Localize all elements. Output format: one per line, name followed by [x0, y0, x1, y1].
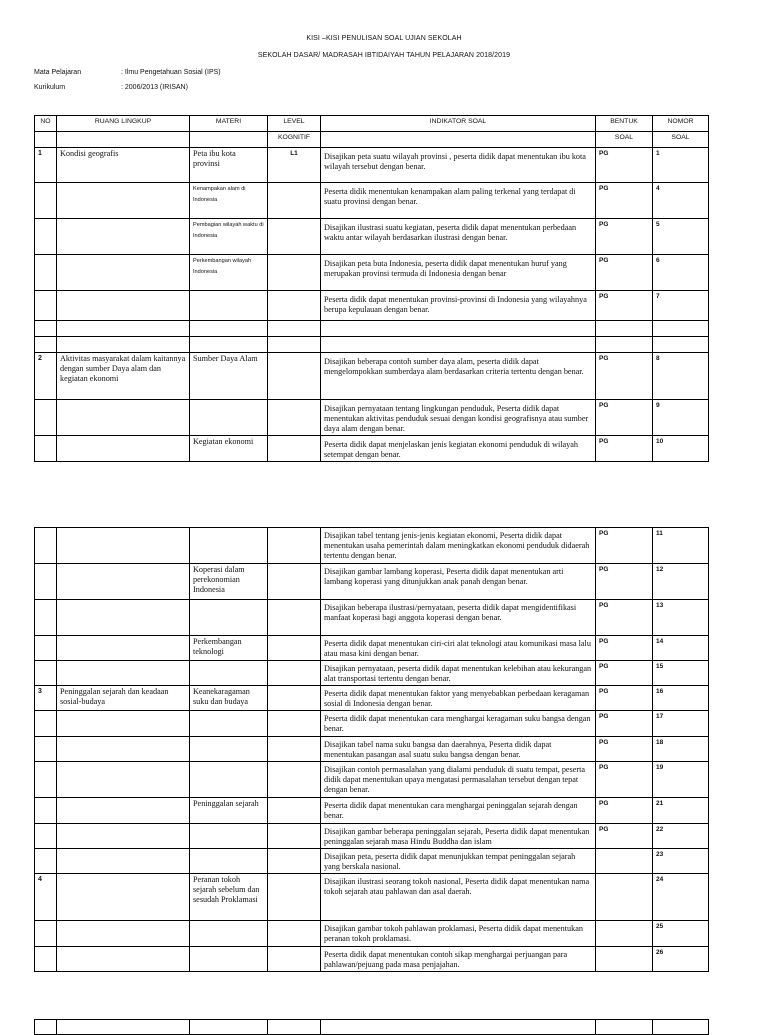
- cell-indicator: Disajikan gambar beberapa peninggalan sejarah, Peserta didik dapat menentukan peninggalan sejarah masa Hindu Buddha dan islam: [321, 824, 596, 849]
- cell-number: 26: [653, 947, 709, 972]
- cell-form: [596, 321, 653, 337]
- cell-scope: [57, 600, 190, 636]
- cell-scope: [57, 183, 190, 219]
- cell-form: PG: [596, 636, 653, 661]
- cell-no: [35, 798, 57, 824]
- table-row: [35, 921, 709, 947]
- cell-indicator: Disajikan ilustrasi suatu kegiatan, peserta didik dapat menentukan perbedaan waktu antar wilayah berdasarkan ilustrasi dengan benar.: [321, 219, 596, 255]
- cell-material: [190, 762, 268, 798]
- cell-number: 13: [653, 600, 709, 636]
- cell-form: [596, 921, 653, 947]
- cell-indicator: Peserta didik dapat menentukan provinsi-provinsi di Indonesia yang wilayahnya berupa kepulauan dengan benar.: [321, 291, 596, 321]
- cell-scope: [57, 255, 190, 291]
- cell-material: Peranan tokoh sejarah sebelum dan sesudah Proklamasi: [190, 874, 268, 921]
- cell-material: [190, 400, 268, 436]
- cell-no: 4: [35, 874, 57, 921]
- cell-level: [268, 291, 321, 321]
- cell-material: Koperasi dalam perekonomian Indonesia: [190, 564, 268, 600]
- col-header-form-line1: BENTUK: [610, 118, 638, 125]
- cell-indicator: Peserta didik menentukan kenampakan alam paling terkenal yang terdapat di suatu provinsi dengan benar.: [321, 183, 596, 219]
- cell-no: [35, 291, 57, 321]
- cell-level: [268, 183, 321, 219]
- cell-no: 1: [35, 148, 57, 183]
- cell-material: Peninggalan sejarah: [190, 798, 268, 824]
- cell-no: 2: [35, 353, 57, 400]
- table-row: [35, 436, 709, 462]
- cell-indicator: [321, 337, 596, 353]
- cell-number: 11: [653, 528, 709, 564]
- cell-number: 8: [653, 353, 709, 400]
- cell-scope: [57, 528, 190, 564]
- cell-form: PG: [596, 661, 653, 686]
- cell-scope: [57, 636, 190, 661]
- cell-level: [268, 874, 321, 921]
- cell-no: [35, 824, 57, 849]
- cell-form: PG: [596, 737, 653, 762]
- cell-scope: [57, 436, 190, 462]
- cell-form: PG: [596, 600, 653, 636]
- cell-number: 7: [653, 291, 709, 321]
- cell-form: PG: [596, 148, 653, 183]
- cell-scope: [57, 337, 190, 353]
- table-row: [35, 528, 709, 564]
- table-row: [35, 337, 709, 353]
- cell-material: Pembagian wilayah waktu di Indonesia: [190, 219, 268, 255]
- cell-material: [190, 711, 268, 737]
- cell-no: [35, 600, 57, 636]
- cell-number: 1: [653, 148, 709, 183]
- table-row: [35, 321, 709, 337]
- cell-scope: [57, 824, 190, 849]
- col-header-material: MATERI: [190, 116, 268, 132]
- col-header-indicator: INDIKATOR SOAL: [321, 116, 596, 132]
- cell-material: [190, 921, 268, 947]
- cell-material: Perkembangan teknologi: [190, 636, 268, 661]
- cell-number: 19: [653, 762, 709, 798]
- cell-level: [268, 600, 321, 636]
- col-header-scope: RUANG LINGKUP: [57, 116, 190, 132]
- cell-material: [190, 947, 268, 972]
- cell-indicator: Disajikan ilustrasi seorang tokoh nasional, Peserta didik dapat menentukan nama tokoh sejarah atau pahlawan dan asal daerah.: [321, 874, 596, 921]
- cell-indicator: Disajikan contoh permasalahan yang dialami penduduk di suatu tempat, peserta didik dapat menentukan upaya mengatasi permasalahan tersebut dengan tepat dengan benar.: [321, 762, 596, 798]
- cell-number: 21: [653, 798, 709, 824]
- cell-form: PG: [596, 798, 653, 824]
- table-row: [35, 564, 709, 600]
- cell-scope: [57, 291, 190, 321]
- cell-material: [190, 291, 268, 321]
- cell-level: [268, 636, 321, 661]
- cell-level: [268, 353, 321, 400]
- table-row: [35, 400, 709, 436]
- cell-form: [596, 337, 653, 353]
- cell-indicator: Peserta didik dapat menjelaskan jenis kegiatan ekonomi penduduk di wilayah setempat dengan benar.: [321, 436, 596, 462]
- cell-number: 18: [653, 737, 709, 762]
- cell-level: [268, 824, 321, 849]
- cell-level: [268, 528, 321, 564]
- cell-no: [35, 436, 57, 462]
- grid-table-page1: [34, 115, 709, 462]
- cell-material: [190, 824, 268, 849]
- table-row: [35, 255, 709, 291]
- document-title: KISI –KISI PENULISAN SOAL UJIAN SEKOLAH: [306, 35, 462, 42]
- table-row: [35, 148, 709, 183]
- cell-level: [268, 711, 321, 737]
- cell-indicator: Peserta didik dapat menentukan ciri-ciri alat teknologi atau komunikasi masa lalu atau masa kini dengan benar.: [321, 636, 596, 661]
- col-header-form-line2: SOAL: [596, 132, 653, 148]
- table-row: [35, 824, 709, 849]
- grid-table-page2: [34, 527, 709, 972]
- cell-form: [596, 947, 653, 972]
- table-header-row: [35, 116, 709, 132]
- col-header-level: [268, 116, 321, 132]
- curriculum-label: Kurikulum: [34, 84, 66, 91]
- cell-indicator: Peserta didik dapat menentukan faktor yang menyebabkan perbedaan keragaman sosial di Indonesia dengan benar.: [321, 686, 596, 711]
- cell-level: [268, 255, 321, 291]
- cell-form: PG: [596, 564, 653, 600]
- cell-no: [35, 528, 57, 564]
- cell-level: [268, 337, 321, 353]
- cell-number: 16: [653, 686, 709, 711]
- col-header-no: NO: [35, 116, 57, 132]
- cell-scope: [57, 921, 190, 947]
- table-row: [35, 353, 709, 400]
- cell-indicator: Peserta didik dapat menentukan cara menghargai keragaman suku bangsa dengan benar.: [321, 711, 596, 737]
- table-row: [35, 291, 709, 321]
- cell-scope: [57, 874, 190, 921]
- table-row: [35, 737, 709, 762]
- cell-form: PG: [596, 528, 653, 564]
- cell-level: [268, 921, 321, 947]
- cell-number: 6: [653, 255, 709, 291]
- cell-indicator: Peserta didik dapat menentukan contoh sikap menghargai perjuangan para pahlawan/pejuang pada masa penjajahan.: [321, 947, 596, 972]
- subject-label: Mata Pelajaran: [34, 69, 82, 76]
- cell-form: PG: [596, 219, 653, 255]
- cell-form: PG: [596, 353, 653, 400]
- cell-indicator: Disajikan pernyataan tentang lingkungan penduduk, Peserta didik dapat menentukan aktivitas penduduk sesuai dengan kondisi geografisnya atau sumber daya alam dengan benar.: [321, 400, 596, 436]
- cell-number: 22: [653, 824, 709, 849]
- cell-no: 3: [35, 686, 57, 711]
- cell-indicator: Disajikan beberapa ilustrasi/pernyataan, peserta didik dapat mengidentifikasi manfaat koperasi bagi anggota koperasi dengan benar.: [321, 600, 596, 636]
- cell-indicator: Disajikan pernyataan, peserta didik dapat menentukan kelebihan atau kekurangan alat transportasi tertentu dengan benar.: [321, 661, 596, 686]
- cell-scope: [57, 400, 190, 436]
- cell-level: [268, 798, 321, 824]
- curriculum-value: : 2006/2013 (IRISAN): [121, 84, 188, 91]
- subject-value: : Ilmu Pengetahuan Sosial (IPS): [121, 69, 221, 76]
- cell-no: [35, 255, 57, 291]
- cell-no: [35, 711, 57, 737]
- cell-no: [35, 400, 57, 436]
- cell-form: PG: [596, 711, 653, 737]
- cell-no: [35, 737, 57, 762]
- cell-no: [35, 762, 57, 798]
- cell-scope: [57, 737, 190, 762]
- cell-form: [596, 874, 653, 921]
- cell-level: [268, 849, 321, 874]
- cell-form: PG: [596, 183, 653, 219]
- cell-indicator: Disajikan peta, peserta didik dapat menunjukkan tempat peninggalan sejarah yang berskala nasional.: [321, 849, 596, 874]
- cell-scope: Kondisi geografis: [57, 148, 190, 183]
- cell-material: Kenampakan alam di Indonesia: [190, 183, 268, 219]
- cell-material: [190, 849, 268, 874]
- cell-level: [268, 686, 321, 711]
- table-row: [35, 600, 709, 636]
- cell-form: PG: [596, 686, 653, 711]
- cell-no: [35, 183, 57, 219]
- cell-indicator: Disajikan gambar tokoh pahlawan proklamasi, Peserta didik dapat menentukan peranan tokoh proklamasi.: [321, 921, 596, 947]
- cell-no: [35, 564, 57, 600]
- col-header-number: [653, 116, 709, 132]
- cell-scope: [57, 661, 190, 686]
- col-header-level-line1: LEVEL: [283, 118, 305, 125]
- table-row: [35, 183, 709, 219]
- cell-material: [190, 337, 268, 353]
- cell-no: [35, 219, 57, 255]
- cell-form: PG: [596, 436, 653, 462]
- cell-level: [268, 436, 321, 462]
- cell-number: 12: [653, 564, 709, 600]
- cell-number: 23: [653, 849, 709, 874]
- cell-number: 17: [653, 711, 709, 737]
- cell-level: [268, 564, 321, 600]
- table-row: [35, 762, 709, 798]
- table-row: [35, 947, 709, 972]
- cell-material: [190, 737, 268, 762]
- col-header-number-line2: SOAL: [653, 132, 709, 148]
- cell-number: 14: [653, 636, 709, 661]
- cell-level: [268, 737, 321, 762]
- grid-table-page3-top: [34, 1019, 709, 1035]
- table-header-row-2: [35, 132, 709, 148]
- cell-scope: Peninggalan sejarah dan keadaan sosial-budaya: [57, 686, 190, 711]
- cell-material: [190, 661, 268, 686]
- col-header-number-line1: NOMOR: [667, 118, 694, 125]
- cell-scope: [57, 219, 190, 255]
- cell-scope: [57, 711, 190, 737]
- cell-number: 24: [653, 874, 709, 921]
- cell-no: [35, 661, 57, 686]
- cell-material: Peta ibu kota provinsi: [190, 148, 268, 183]
- cell-indicator: Disajikan peta suatu wilayah provinsi , peserta didik dapat menentukan ibu kota wilayah tersebut dengan benar.: [321, 148, 596, 183]
- cell-level: [268, 762, 321, 798]
- cell-material: Sumber Daya Alam: [190, 353, 268, 400]
- cell-no: [35, 947, 57, 972]
- cell-level: L1: [268, 148, 321, 183]
- cell-no: [35, 921, 57, 947]
- cell-indicator: Disajikan peta buta Indonesia, peserta didik dapat menentukan huruf yang merupakan provinsi termuda di Indonesia dengan benar: [321, 255, 596, 291]
- table-row: [35, 798, 709, 824]
- document-subtitle: SEKOLAH DASAR/ MADRASAH IBTIDAIYAH TAHUN PELAJARAN 2018/2019: [257, 52, 511, 59]
- cell-indicator: Disajikan gambar lambang koperasi, Peserta didik dapat menentukan arti lambang koperasi yang ditunjukkan anak panah dengan benar.: [321, 564, 596, 600]
- cell-scope: [57, 321, 190, 337]
- cell-no: [35, 849, 57, 874]
- cell-indicator: Peserta didik dapat menentukan cara menghargai peninggalan sejarah dengan benar.: [321, 798, 596, 824]
- col-header-form: [596, 116, 653, 132]
- table-row: [35, 219, 709, 255]
- cell-indicator: Disajikan tabel tentang jenis-jenis kegiatan ekonomi, Peserta didik dapat menentukan usaha pemerintah dalam meningkatkan ekonomi penduduk didaerah tertentu dengan benar.: [321, 528, 596, 564]
- cell-form: PG: [596, 400, 653, 436]
- cell-scope: [57, 947, 190, 972]
- cell-no: [35, 636, 57, 661]
- cell-no: [35, 337, 57, 353]
- cell-number: 10: [653, 436, 709, 462]
- cell-indicator: Disajikan tabel nama suku bangsa dan daerahnya, Peserta didik dapat menentukan pasangan asal suatu suku bangsa dengan benar.: [321, 737, 596, 762]
- cell-material: Perkembangan wilayah Indonesia: [190, 255, 268, 291]
- cell-no: [35, 321, 57, 337]
- cell-level: [268, 219, 321, 255]
- cell-level: [268, 947, 321, 972]
- cell-form: PG: [596, 255, 653, 291]
- cell-material: [190, 600, 268, 636]
- cell-level: [268, 400, 321, 436]
- table-row: [35, 711, 709, 737]
- table-row: [35, 686, 709, 711]
- cell-material: Keanekaragaman suku dan budaya: [190, 686, 268, 711]
- cell-number: 25: [653, 921, 709, 947]
- col-header-level-line2: KOGNITIF: [268, 132, 321, 148]
- cell-indicator: [321, 321, 596, 337]
- cell-form: PG: [596, 824, 653, 849]
- cell-number: 9: [653, 400, 709, 436]
- cell-number: 15: [653, 661, 709, 686]
- table-row: [35, 661, 709, 686]
- cell-scope: Aktivitas masyarakat dalam kaitannya dengan sumber Daya alam dan kegiatan ekonomi: [57, 353, 190, 400]
- table-row: [35, 636, 709, 661]
- cell-number: 4: [653, 183, 709, 219]
- cell-scope: [57, 798, 190, 824]
- cell-number: [653, 321, 709, 337]
- cell-material: [190, 321, 268, 337]
- cell-form: PG: [596, 291, 653, 321]
- cell-material: [190, 528, 268, 564]
- cell-indicator: Disajikan beberapa contoh sumber daya alam, peserta didik dapat mengelompokkan sumberdaya alam berdasarkan criteria tertentu dengan benar.: [321, 353, 596, 400]
- cell-level: [268, 661, 321, 686]
- cell-material: Kegiatan ekonomi: [190, 436, 268, 462]
- cell-level: [268, 321, 321, 337]
- cell-scope: [57, 564, 190, 600]
- table-row: [35, 849, 709, 874]
- cell-scope: [57, 849, 190, 874]
- cell-scope: [57, 762, 190, 798]
- cell-number: [653, 337, 709, 353]
- cell-form: [596, 849, 653, 874]
- cell-form: PG: [596, 762, 653, 798]
- cell-number: 5: [653, 219, 709, 255]
- table-row: [35, 874, 709, 921]
